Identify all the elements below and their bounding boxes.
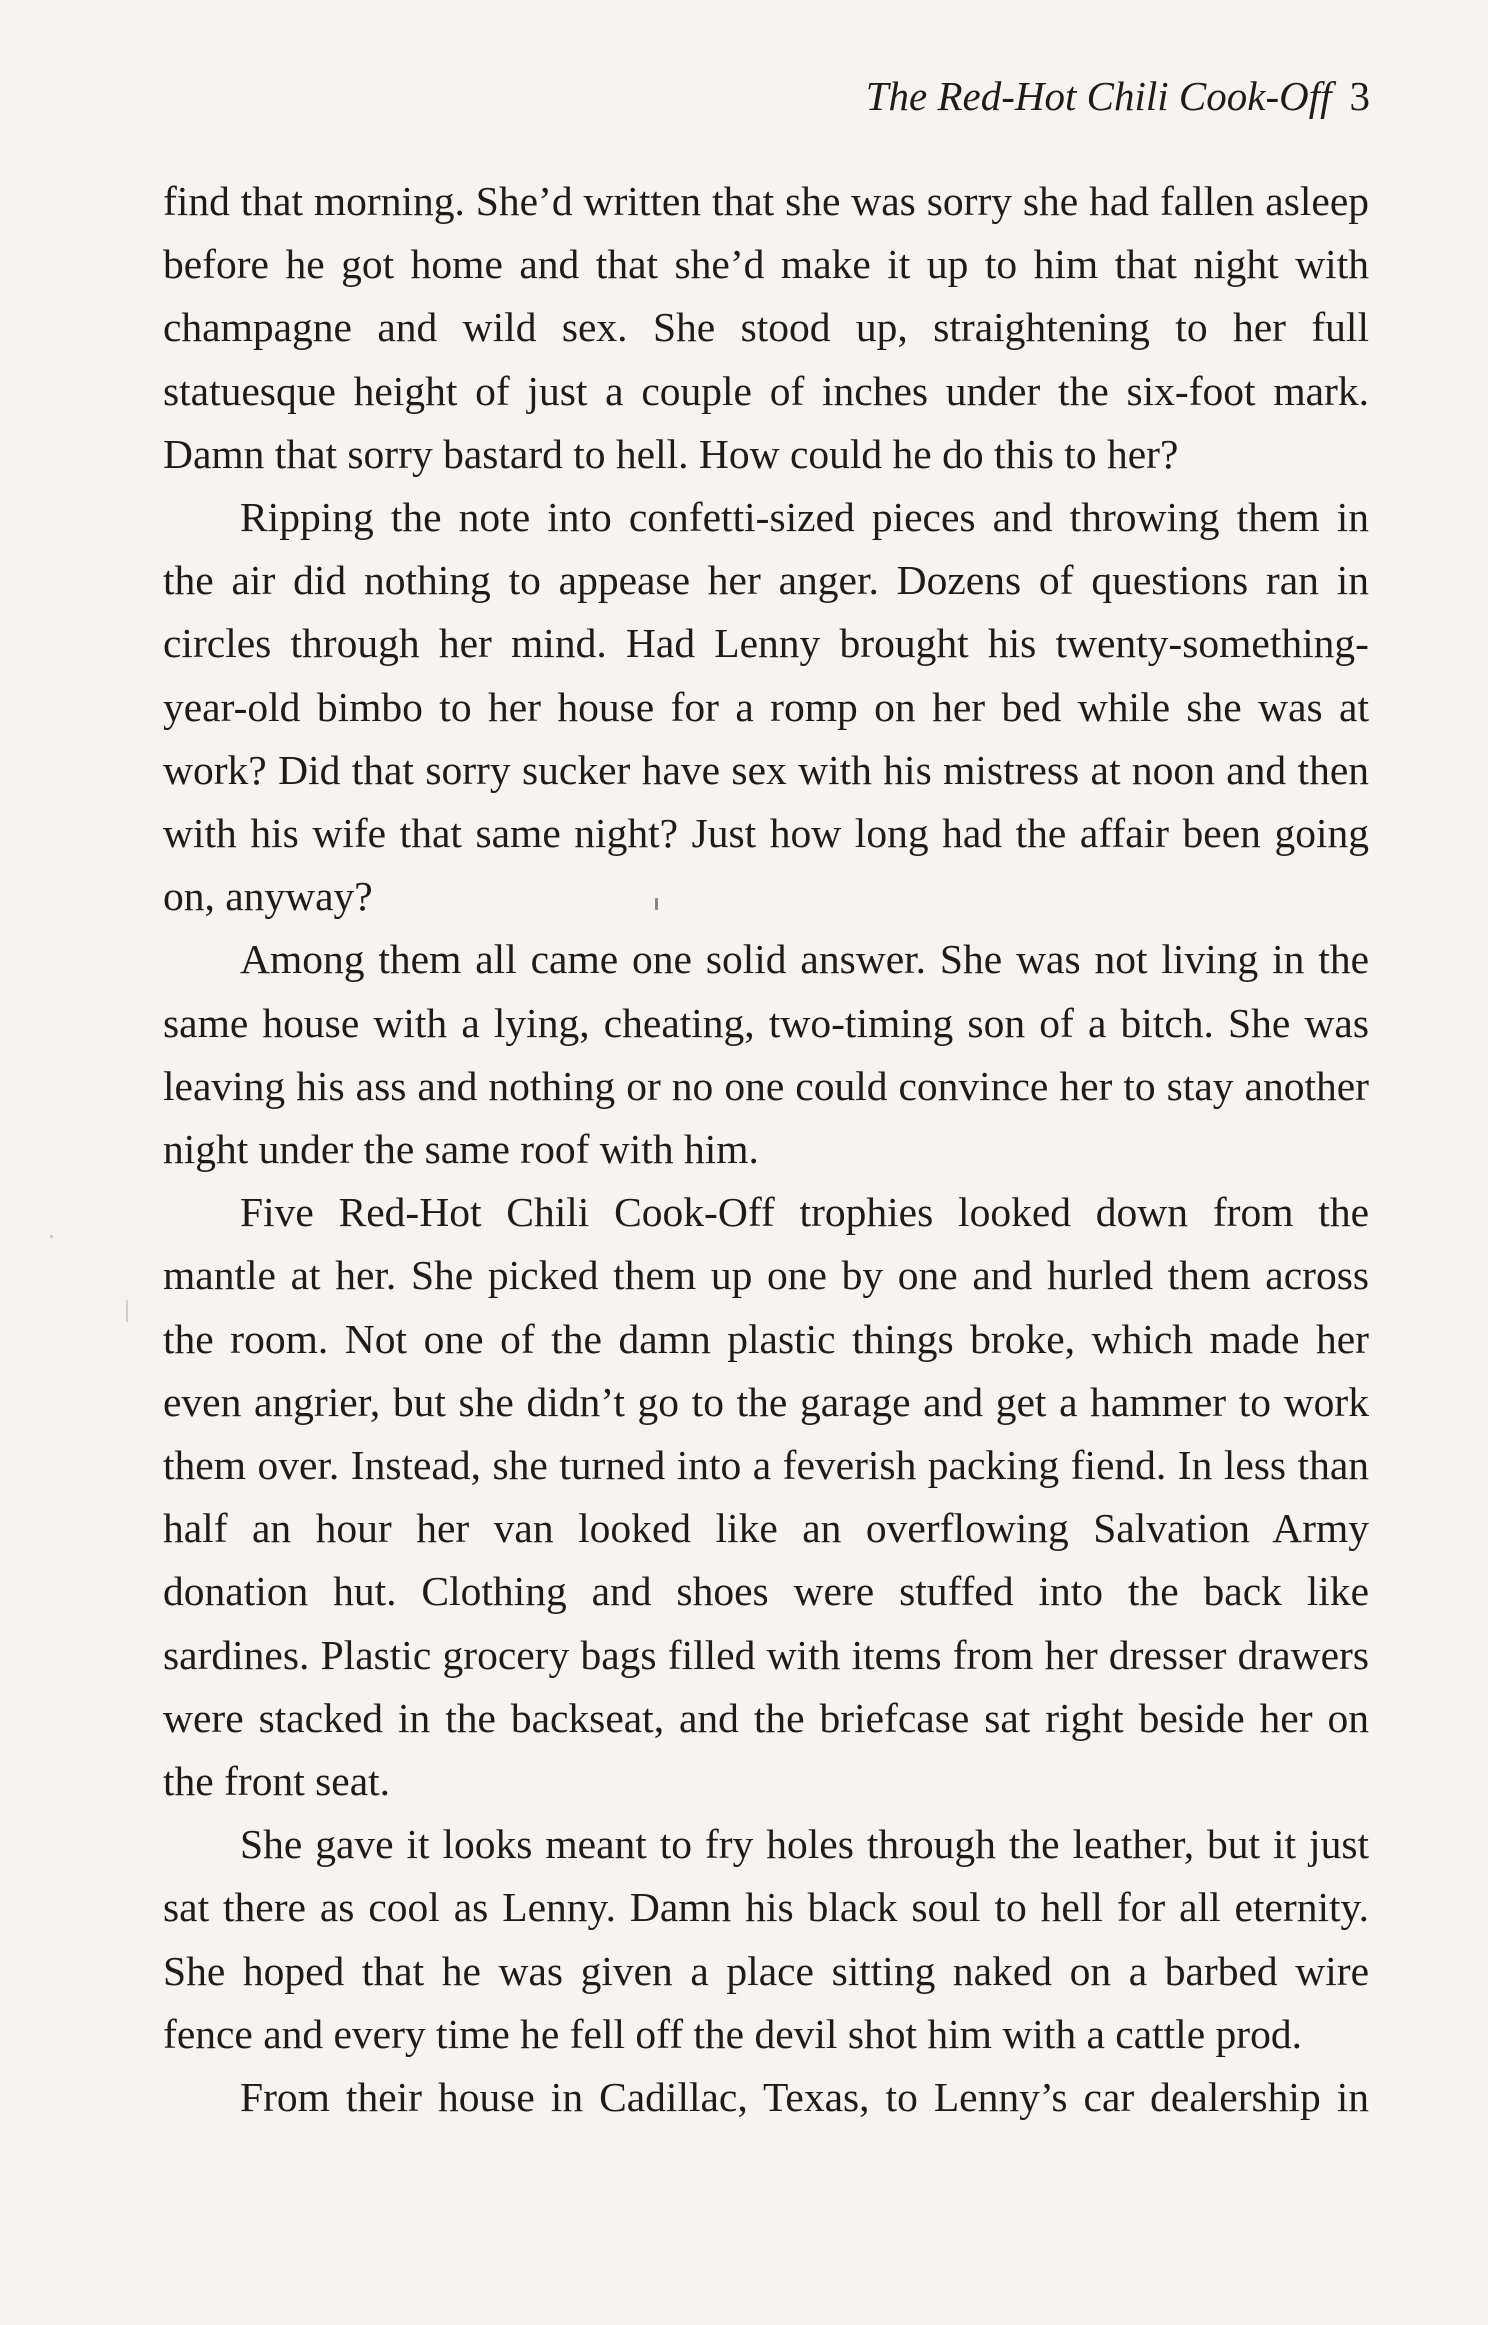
paragraph-3: Among them all came one solid answer. She was not living in the same house with a lying, cheating, two-timing son of a bitch. She was leaving his ass and nothing or no one could convince her to stay another night under the same roof with him. (163, 936, 1369, 1173)
paragraph-1: find that morning. She’d written that she was sorry she had fallen asleep before he got home and that she’d make it up to him that night with champagne and wild sex. She stood up, straightening to her full statuesque height of just a couple of inches under the six-foot mark. Damn that sorry bastard to hell. How could he do this to her? (163, 178, 1369, 477)
scan-speck (50, 1235, 53, 1238)
paragraph-6: From their house in Cadillac, Texas, to Lenny’s car dealership in (240, 2074, 1369, 2121)
paragraph-4: Five Red-Hot Chili Cook-Off trophies looked down from the mantle at her. She picked them up one by one and hurled them across the room. Not one of the damn plastic things broke, which made her even angrier, but she didn’t go to the garage and get a hammer to work them over. Instead, she turned into a feverish packing fiend. In less than half an hour her van looked like an overflowing Salvation Army donation hut. Clothing and shoes were stuffed into the back like sardines. Plastic grocery bags filled with items from her dresser drawers were stacked in the backseat, and the briefcase sat right beside her on the front seat. (163, 1189, 1369, 1805)
scan-speck (655, 898, 658, 910)
book-title: The Red-Hot Chili Cook-Off (865, 73, 1332, 119)
running-head (866, 70, 1370, 122)
scan-speck (126, 1300, 128, 1322)
paragraph-5: She gave it looks meant to fry holes through the leather, but it just sat there as cool as Lenny. Damn his black soul to hell for all eternity. She hoped that he was given a place sitting naked on a barbed wire fence and every time he fell off the devil shot him with a cattle prod. (163, 1821, 1369, 2057)
body-text (163, 170, 1369, 2129)
page-number: 3 (1349, 73, 1370, 119)
paragraph-2: Ripping the note into confetti-sized pieces and throwing them in the air did nothing to appease her anger. Dozens of questions ran in circles through her mind. Had Lenny brought his twenty-something-year-old bimbo to her house for a romp on her bed while she was at work? Did that sorry sucker have sex with his mistress at noon and then with his wife that same night? Just how long had the affair been going on, anyway? (163, 494, 1369, 920)
